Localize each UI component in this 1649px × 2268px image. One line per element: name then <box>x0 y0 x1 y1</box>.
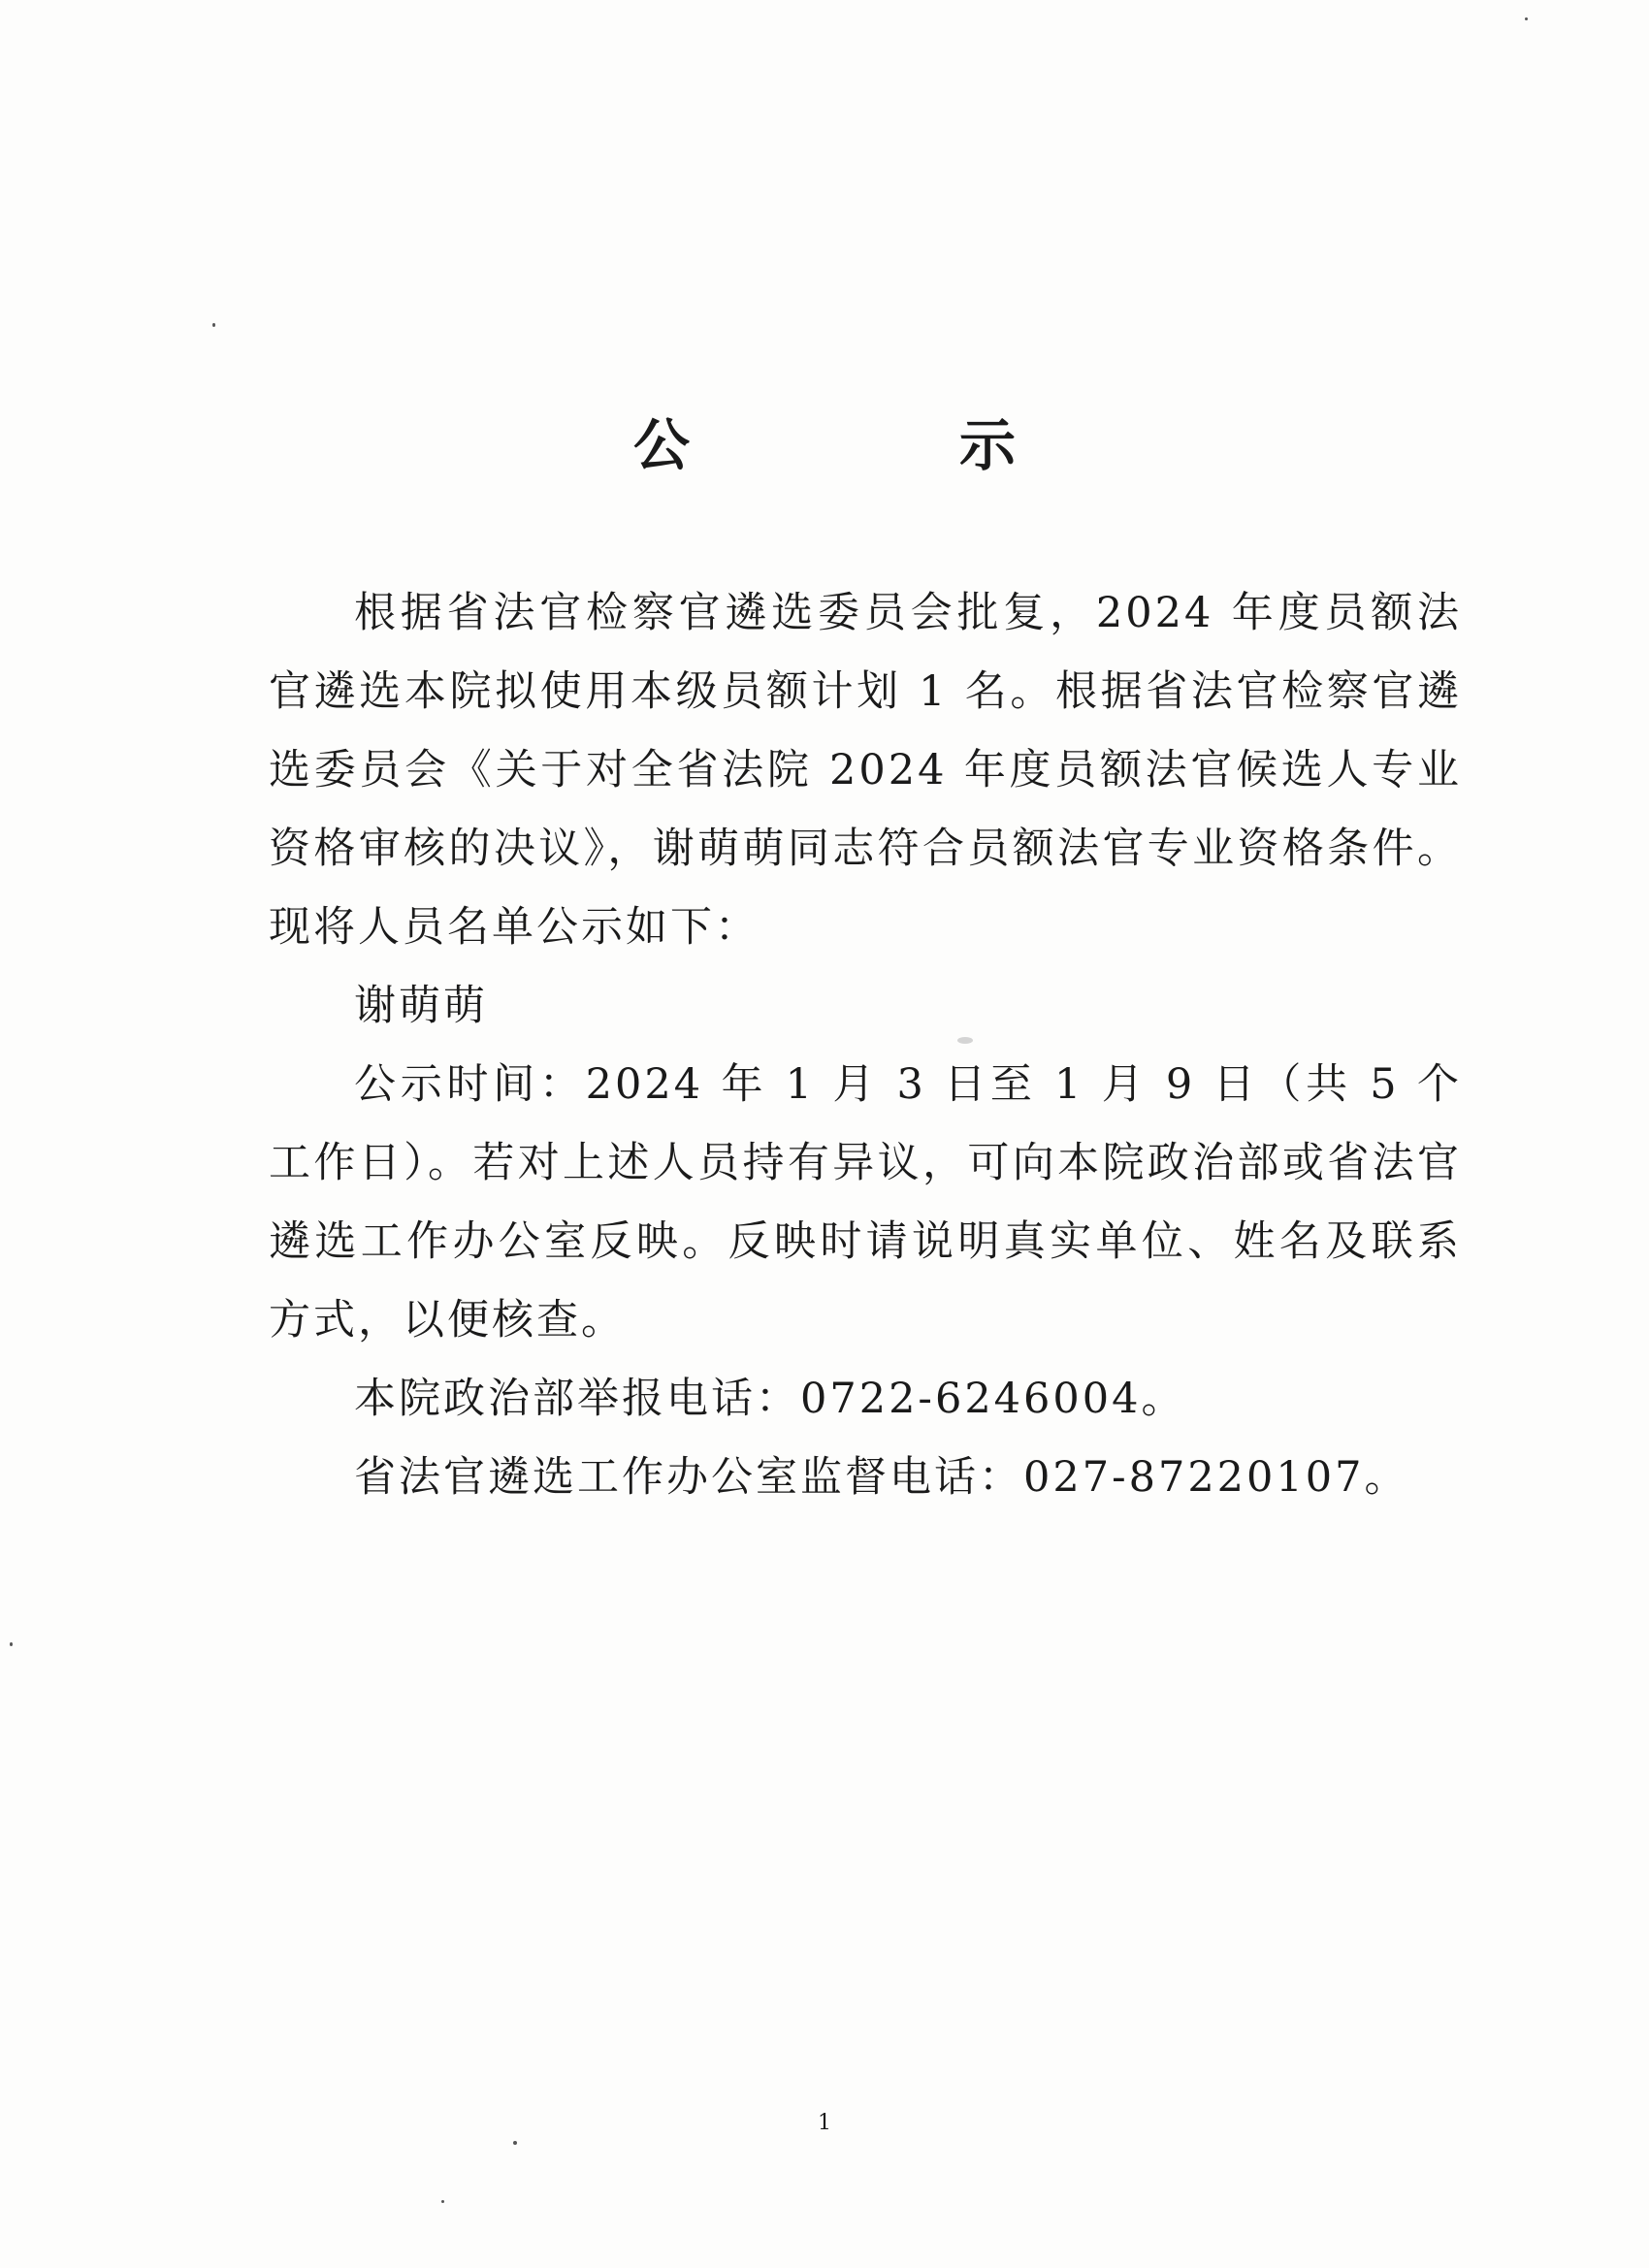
scan-speck <box>212 323 215 327</box>
document-title: 公 示 <box>632 411 1122 478</box>
scan-speck <box>10 1642 13 1646</box>
paragraph-announcement: 根据省法官检察官遴选委员会批复，2024 年度员额法官遴选本院拟使用本级员额计划 1 名。根据省法官检察官遴选委员会《关于对全省法院 2024 年度员额法官候选人专业资格审核的决议》，谢萌萌同志符合员额法官专业资格条件。现将人员名单公示如下： <box>269 589 1462 952</box>
document-body <box>269 574 1462 1517</box>
paragraph-supervision-phone: 省法官遴选工作办公室监督电话：027-87220107。 <box>354 1453 1409 1502</box>
scan-speck <box>513 2141 517 2145</box>
paragraph-publicity-period: 公示时间：2024 年 1 月 3 日至 1 月 9 日（共 5 个工作日）。若对上述人员持有异议，可向本院政治部或省法官遴选工作办公室反映。反映时请说明真实单位、姓名及联系方式，以便核查。 <box>269 1060 1462 1345</box>
scan-speck <box>1525 17 1528 20</box>
paragraph-candidate-name: 谢萌萌 <box>354 982 488 1030</box>
paragraph-report-phone: 本院政治部举报电话：0722-6246004。 <box>354 1375 1186 1423</box>
scan-speck <box>441 2200 444 2203</box>
page-number: 1 <box>818 2111 831 2135</box>
